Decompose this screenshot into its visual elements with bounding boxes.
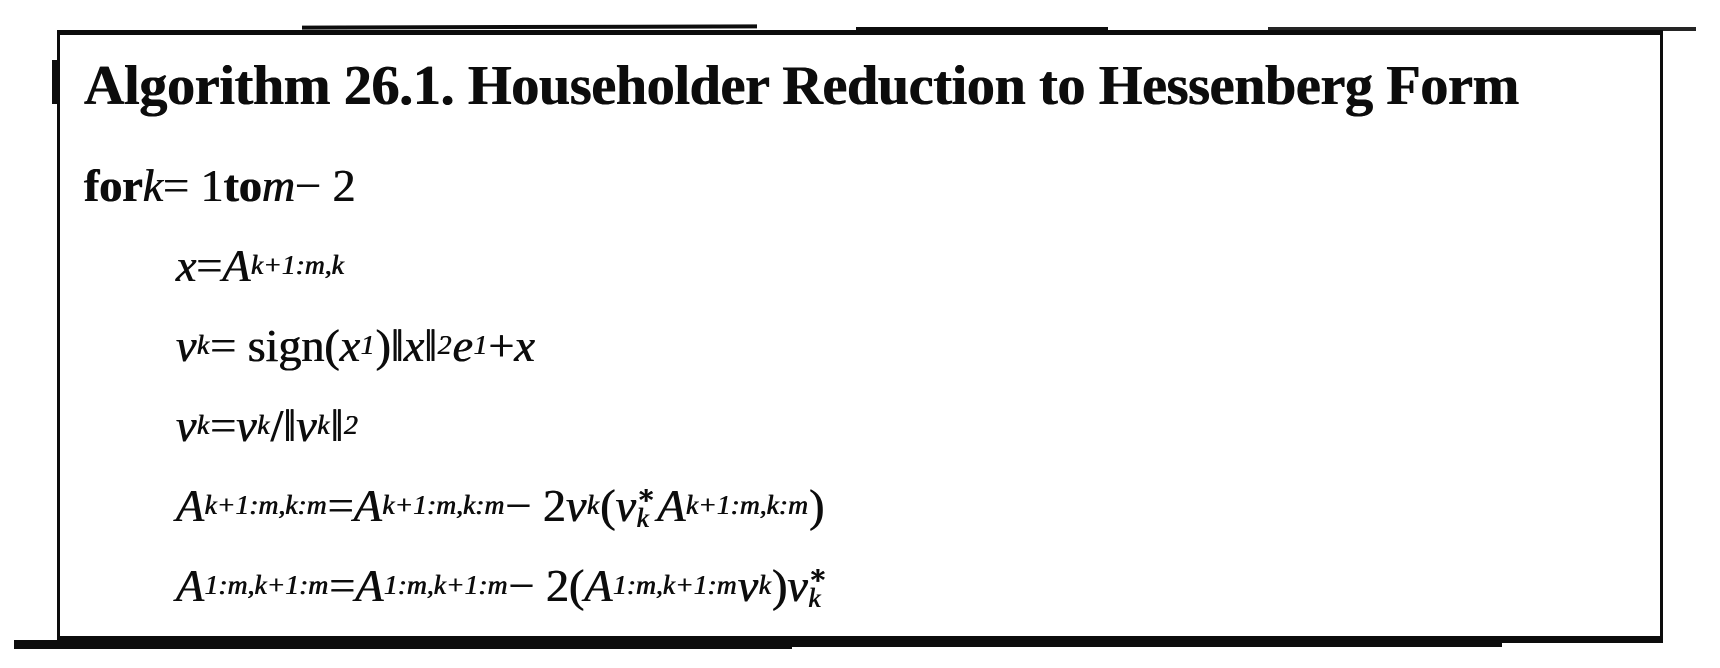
scan-artifact-left-notch (52, 60, 60, 104)
scan-artifact-top-smudge (1268, 27, 1696, 31)
scan-artifact-bottom-smear (14, 640, 792, 649)
algorithm-box (57, 30, 1663, 643)
algorithm-line-left-update: A k+1:m,k:m = A k+1:m,k:m − 2 v k ( v ∗ k A k+1:m,k:m ) (176, 478, 825, 533)
algorithm-line-vk-sign: v k = sign( x 1 )‖ x ‖ 2 e 1 + x (176, 319, 535, 371)
algorithm-line-for-loop: for k = 1 to m − 2 (84, 159, 356, 211)
algorithm-line-vk-normalize: v k = v k /‖ v k ‖ 2 (176, 399, 358, 451)
scan-artifact-top-smudge (302, 24, 757, 29)
algorithm-title: Algorithm 26.1. Householder Reduction to Hessenberg Form (84, 55, 1519, 117)
algorithm-line-right-update: A 1:m,k+1:m = A 1:m,k+1:m − 2( A 1:m,k+1:m v k ) v ∗ k (176, 558, 828, 613)
scan-artifact-bottom-smear (790, 641, 1502, 647)
scan-artifact-top-smudge (856, 27, 1108, 30)
algorithm-line-x-assignment: x = A k+1:m,k (176, 239, 344, 291)
